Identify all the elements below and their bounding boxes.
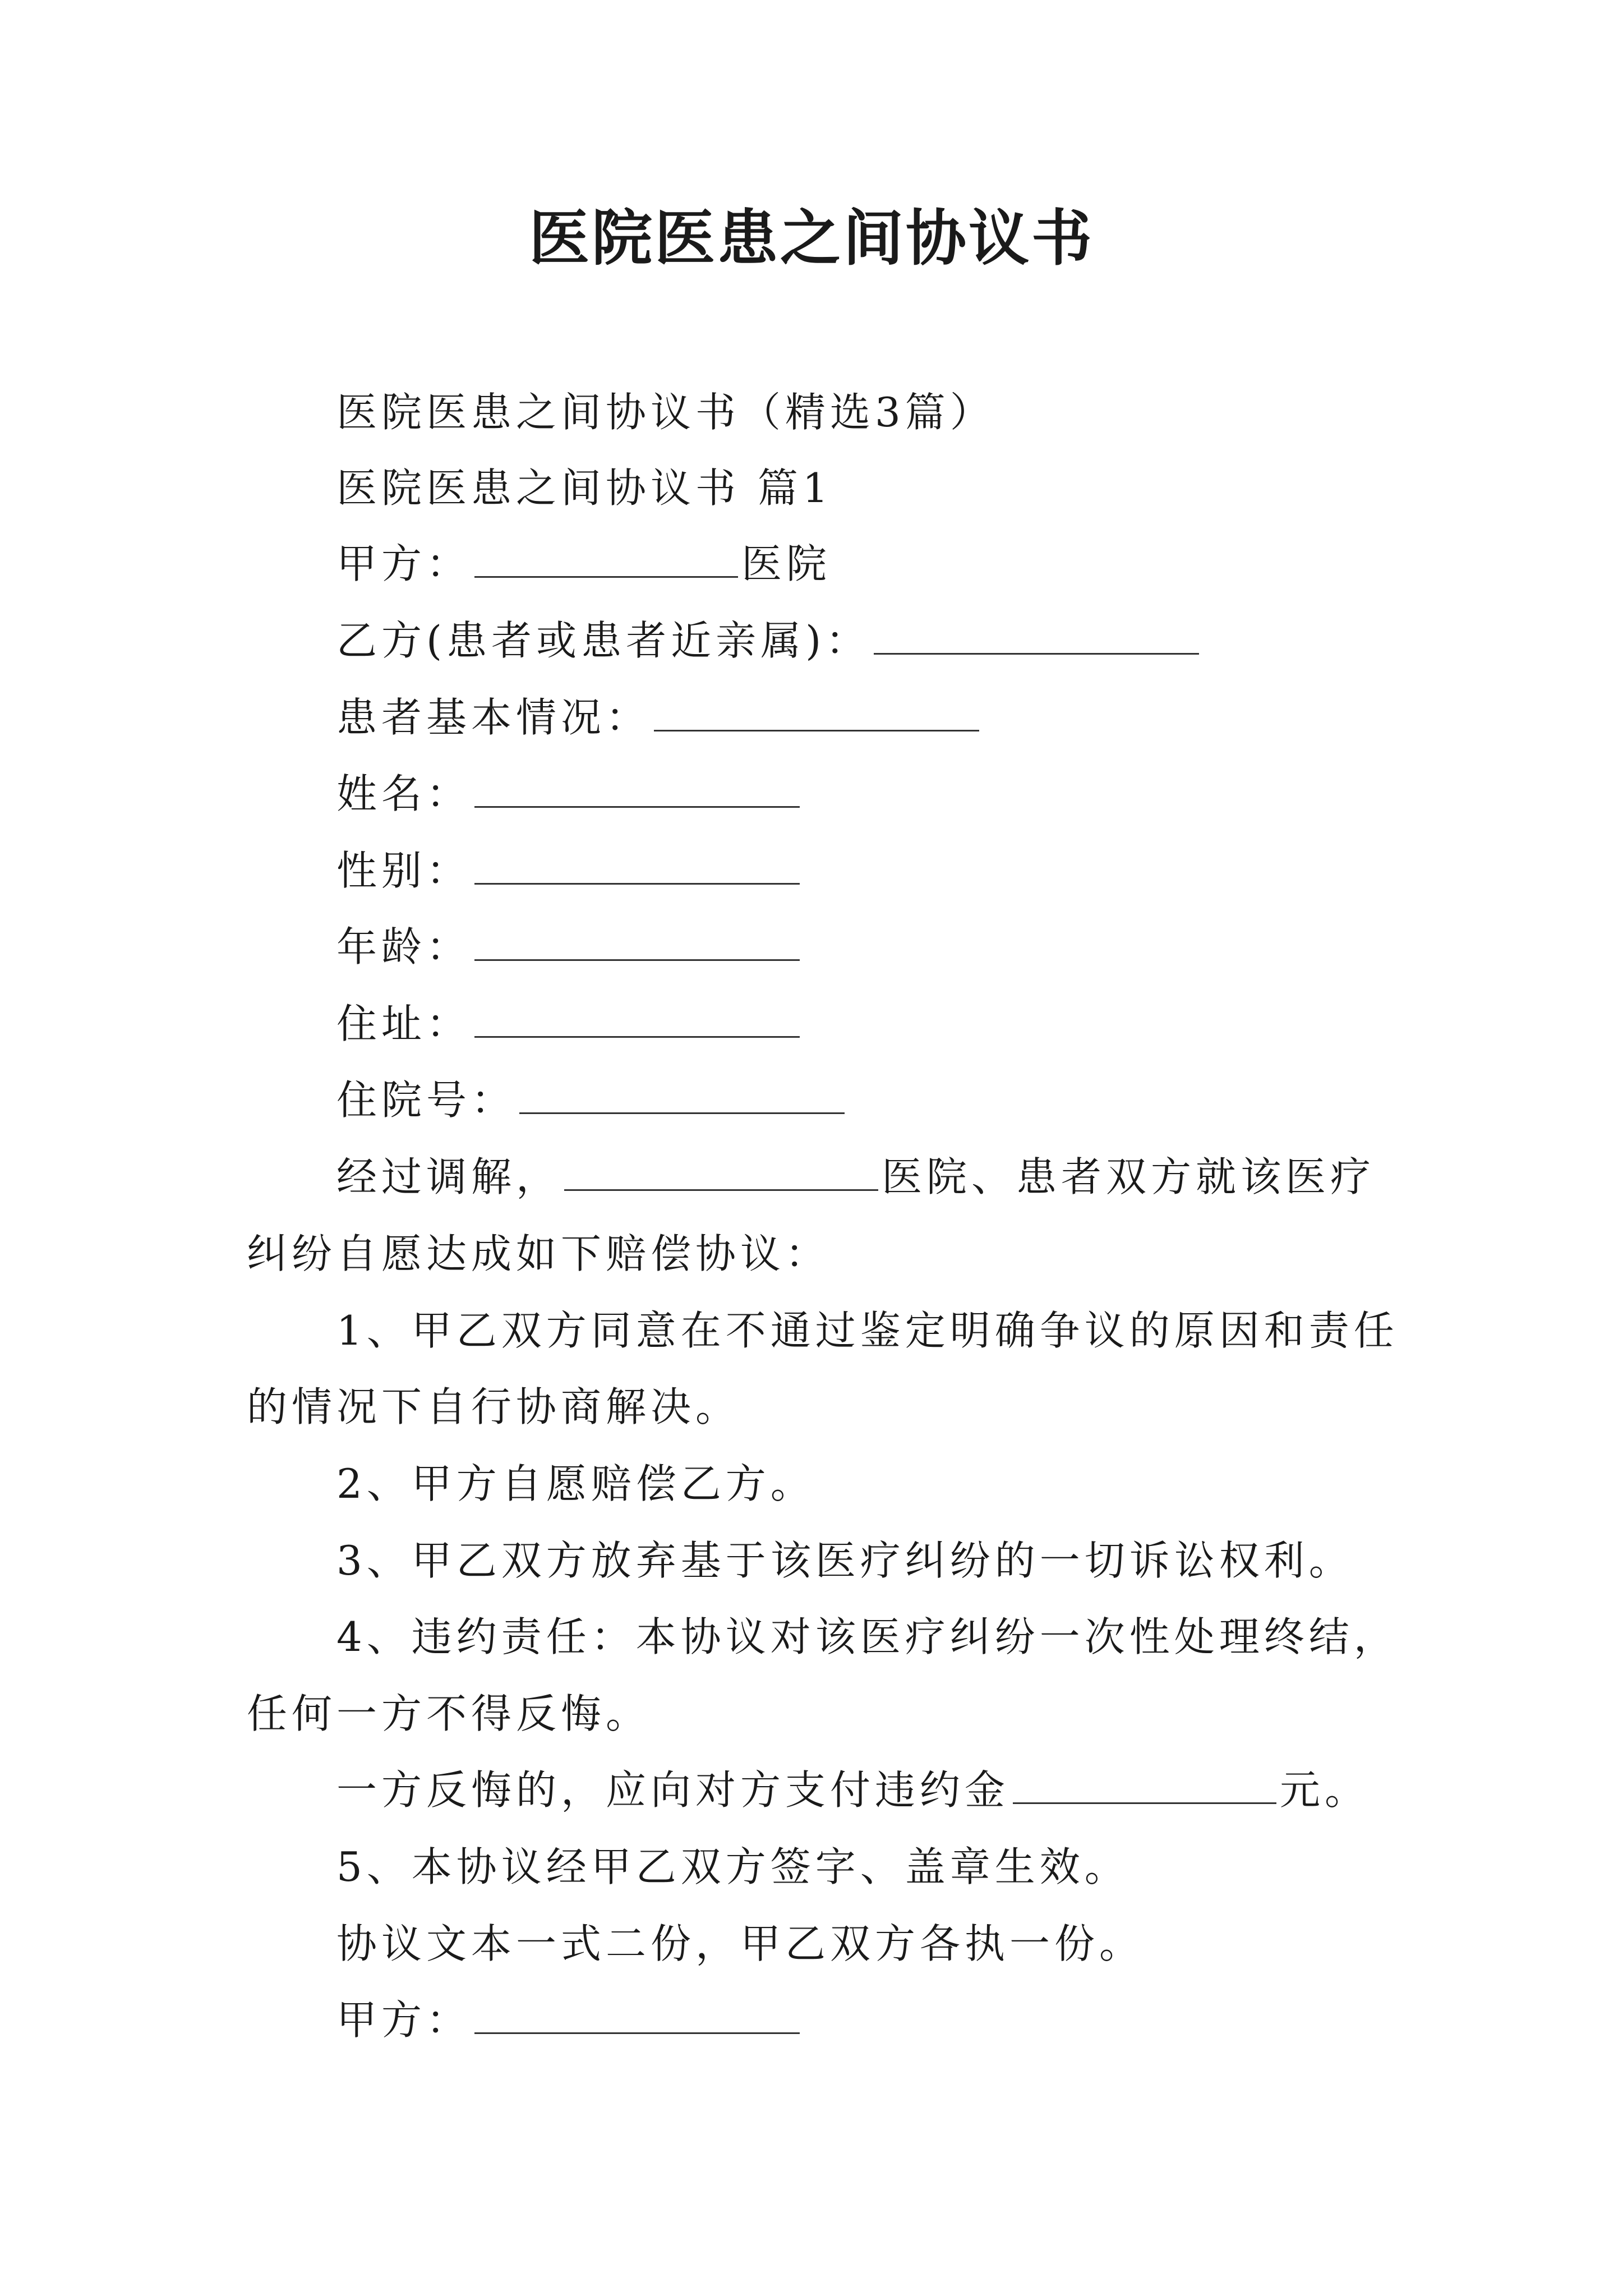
clause-4-line-2: 任何一方不得反悔。 [247, 1690, 651, 1737]
party-b-line [336, 615, 1202, 666]
hospital-no-line [336, 1075, 848, 1125]
mediation-continuation: 纠纷自愿达成如下赔偿协议： [247, 1230, 831, 1277]
address-line [336, 999, 803, 1049]
gender-label: 性别： [336, 847, 472, 894]
document-title: 医院医患之间协议书 [528, 203, 1094, 274]
penalty-blank [1013, 1768, 1276, 1804]
party-a-blank [474, 541, 738, 578]
age-blank [474, 924, 800, 961]
hospital-no-label: 住院号： [336, 1076, 517, 1124]
party-a-line [336, 539, 831, 589]
penalty-suffix: 元。 [1280, 1766, 1370, 1814]
clause-2: 2、甲方自愿赔偿乙方。 [336, 1460, 815, 1507]
gender-blank [474, 848, 800, 885]
party-b-label: 乙方(患者或患者近亲属)： [336, 617, 871, 664]
sign-party-a-label: 甲方： [336, 1996, 472, 2044]
party-b-blank [874, 618, 1199, 655]
mediation-line [336, 1152, 1375, 1202]
patient-info-blank [654, 695, 979, 731]
address-label: 住址： [336, 1000, 472, 1047]
clause-3: 3、甲乙双方放弃基于该医疗纠纷的一切诉讼权利。 [336, 1537, 1354, 1584]
sign-party-a-line [336, 1995, 803, 2045]
mediation-blank [564, 1154, 878, 1191]
name-blank [474, 771, 800, 808]
gender-line [336, 845, 803, 896]
patient-info-line [336, 692, 983, 743]
hospital-no-blank [519, 1078, 845, 1114]
clause-1-line-1: 1、甲乙双方同意在不通过鉴定明确争议的原因和责任 [336, 1307, 1399, 1354]
mediation-prefix: 经过调解， [336, 1153, 561, 1200]
copies-line: 协议文本一式二份，甲乙双方各执一份。 [336, 1920, 1145, 1967]
clause-4-line-1: 4、违约责任：本协议对该医疗纠纷一次性处理终结， [336, 1613, 1399, 1660]
penalty-line [336, 1765, 1370, 1815]
name-line [336, 769, 803, 819]
clause-5: 5、本协议经甲乙双方签字、盖章生效。 [336, 1843, 1129, 1890]
name-label: 姓名： [336, 770, 472, 817]
age-label: 年龄： [336, 923, 472, 970]
patient-info-label: 患者基本情况： [336, 694, 651, 741]
party-a-suffix: 医院 [741, 540, 832, 587]
clause-1-line-2: 的情况下自行协商解决。 [247, 1383, 741, 1430]
age-line [336, 922, 803, 972]
mediation-suffix: 医院、患者双方就该医疗 [882, 1153, 1376, 1200]
party-a-label: 甲方： [336, 540, 472, 587]
section-heading: 医院医患之间协议书 篇1 [336, 464, 833, 512]
address-blank [474, 1001, 800, 1038]
penalty-prefix: 一方反悔的，应向对方支付违约金 [336, 1766, 1010, 1814]
sign-party-a-blank [474, 1998, 800, 2034]
subtitle: 医院医患之间协议书（精选3篇） [336, 389, 995, 436]
